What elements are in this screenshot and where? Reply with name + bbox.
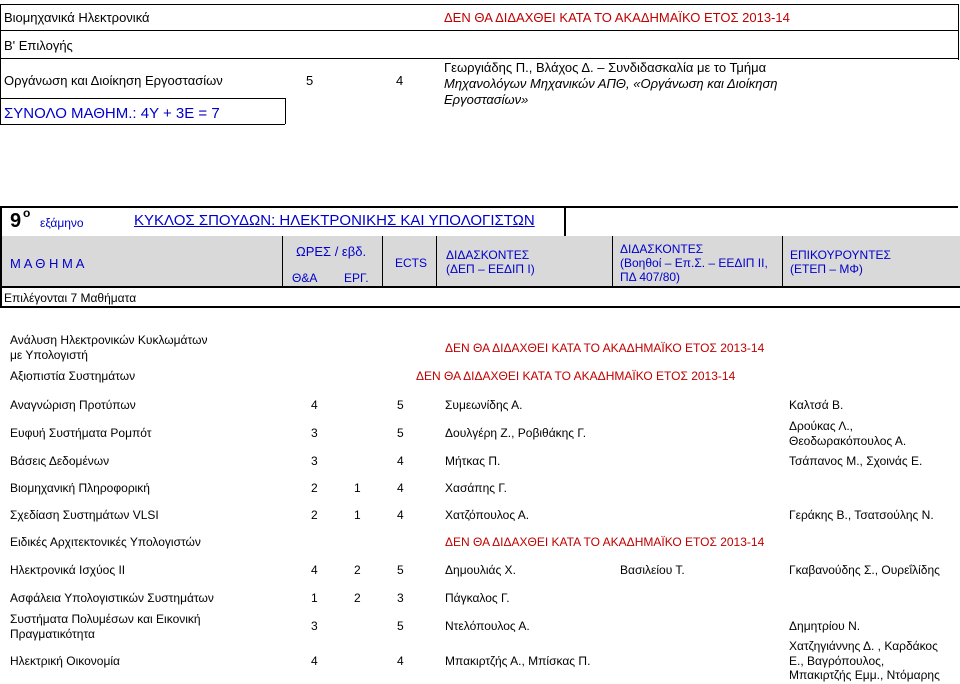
assistant: Ε., Βαγρόπουλος, [789, 654, 885, 668]
course-title: Ασφάλεια Υπολογιστικών Συστημάτων [10, 591, 214, 605]
rule [436, 236, 437, 288]
course-title: με Υπολογιστή [10, 348, 88, 362]
semester-word: εξάμηνο [40, 216, 84, 230]
assistant: Τσάπανος Μ., Σχοινάς Ε. [789, 454, 923, 468]
theory-hours: 1 [311, 591, 318, 605]
assistant: Μπακιρτζής Εμμ., Ντόμαρης [789, 668, 940, 682]
assistant: Γκαβανούδης Σ., Ουρεΐλίδης [789, 563, 940, 577]
assistant: Δημητρίου Ν. [789, 619, 861, 633]
teacher-assistant: Βασιλείου Τ. [620, 563, 685, 577]
course-title: Βιομηχανικά Ηλεκτρονικά [4, 10, 150, 25]
rule [0, 58, 958, 59]
teacher: Μπακιρτζής Α., Μπίσκας Π. [445, 654, 591, 668]
rule [562, 206, 958, 208]
teacher: Χατζόπουλος Α. [445, 508, 530, 522]
rule [0, 4, 1, 124]
teacher: Μήτκας Π. [445, 454, 501, 468]
theory-hours: 3 [311, 454, 318, 468]
semester-sup: ο [23, 206, 31, 220]
hours: 5 [306, 73, 314, 88]
ects: 5 [397, 426, 404, 440]
teachers-line3: Εργοστασίων» [444, 92, 529, 107]
course-title: Πραγματικότητα [10, 627, 95, 641]
semester-number: 9 [10, 210, 22, 232]
ects: 5 [397, 619, 404, 633]
col-teachers2-c: ΠΔ 407/80) [620, 270, 681, 284]
ects: 5 [397, 563, 404, 577]
course-title: Οργάνωση και Διοίκηση Εργοστασίων [4, 73, 223, 88]
course-title: Ηλεκτρική Οικονομία [10, 654, 120, 668]
theory-hours: 3 [311, 619, 318, 633]
rule [285, 98, 286, 124]
col-theory: Θ&Α [292, 271, 318, 285]
ects: 3 [397, 591, 404, 605]
col-teachers2-a: ΔΙΔΑΣΚΟΝΤΕΣ [620, 242, 704, 256]
theory-hours: 4 [311, 398, 318, 412]
not-taught-note: ΔΕΝ ΘΑ ΔΙΔΑΧΘΕΙ ΚΑΤΑ ΤΟ ΑΚΑΔΗΜΑΪΚΟ ΕΤΟΣ 2013-14 [445, 535, 765, 549]
ects: 4 [397, 454, 404, 468]
section-title: Β' Επιλογής [4, 38, 73, 53]
rule [382, 236, 383, 288]
ects: 4 [397, 481, 404, 495]
electives-row [0, 286, 960, 308]
teacher: Πάγκαλος Γ. [445, 591, 510, 605]
ects: 4 [396, 73, 404, 88]
col-teachers1-a: ΔΙΔΑΣΚΟΝΤΕΣ [446, 248, 530, 262]
theory-hours: 3 [311, 426, 318, 440]
theory-hours: 2 [311, 508, 318, 522]
theory-hours: 2 [311, 481, 318, 495]
not-taught-note: ΔΕΝ ΘΑ ΔΙΔΑΧΘΕΙ ΚΑΤΑ ΤΟ ΑΚΑΔΗΜΑΪΚΟ ΕΤΟΣ 2013-14 [416, 369, 736, 383]
theory-hours: 4 [311, 563, 318, 577]
col-assist-a: ΕΠΙΚΟΥΡΟΥΝΤΕΣ [790, 248, 891, 262]
rule [782, 236, 783, 288]
assistant: Καλτσά Β. [789, 398, 844, 412]
teachers-line1: Γεωργιάδης Π., Βλάχος Δ. – Συνδιδασκαλία με το Τμήμα [444, 60, 767, 75]
course-title: Συστήματα Πολυμέσων και Εικονική [10, 612, 201, 626]
course-title: Σχεδίαση Συστημάτων VLSI [10, 508, 159, 522]
assistant: Γεράκης Β., Τσατσούλης Ν. [789, 508, 934, 522]
col-course: Μ Α Θ Η Μ Α [10, 256, 85, 271]
rule [0, 4, 958, 5]
course-title: Βάσεις Δεδομένων [10, 454, 110, 468]
rule [958, 4, 959, 60]
assistant: Δρούκας Λ., [789, 419, 854, 433]
rule [0, 98, 285, 99]
lab-hours: 1 [354, 508, 361, 522]
teacher: Χασάπης Γ. [445, 481, 507, 495]
assistant: Θεοδωρακόπουλος Α. [789, 434, 907, 448]
course-title: Ηλεκτρονικά Ισχύος ΙΙ [10, 563, 126, 577]
rule [282, 236, 283, 288]
course-title: Ανάλυση Ηλεκτρονικών Κυκλωμάτων [10, 333, 208, 347]
teacher: Συμεωνίδης Α. [445, 398, 523, 412]
course-title: Ειδικές Αρχιτεκτονικές Υπολογιστών [10, 535, 201, 549]
course-title: Ευφυή Συστήματα Ρομπότ [10, 426, 152, 440]
not-taught-note: ΔΕΝ ΘΑ ΔΙΔΑΧΘΕΙ ΚΑΤΑ ΤΟ ΑΚΑΔΗΜΑΪΚΟ ΕΤΟΣ 2013-14 [445, 341, 765, 355]
lab-hours: 2 [354, 591, 361, 605]
lab-hours: 2 [354, 563, 361, 577]
teacher: Δημουλιάς Χ. [445, 563, 516, 577]
rule [0, 30, 958, 31]
teacher: Ντελόπουλος Α. [445, 619, 530, 633]
ects: 5 [397, 398, 404, 412]
cycle-title: ΚΥΚΛΟΣ ΣΠΟΥΔΩΝ: ΗΛΕΚΤΡΟΝΙΚΗΣ ΚΑΙ ΥΠΟΛΟΓΙΣΤΩΝ [134, 212, 535, 229]
theory-hours: 4 [311, 654, 318, 668]
assistant: Χατζηγιάννης Δ. , Καρδάκος [789, 639, 938, 653]
rule [612, 236, 613, 288]
course-title: Αξιοπιστία Συστημάτων [10, 369, 136, 383]
not-taught-note: ΔΕΝ ΘΑ ΔΙΔΑΧΘΕΙ ΚΑΤΑ ΤΟ ΑΚΑΔΗΜΑΪΚΟ ΕΤΟΣ 2013-14 [444, 10, 790, 25]
course-title: Βιομηχανική Πληροφορική [10, 481, 150, 495]
ects: 4 [397, 508, 404, 522]
ects: 4 [397, 654, 404, 668]
course-title: Αναγνώριση Προτύπων [10, 398, 136, 412]
teachers-line2: Μηχανολόγων Μηχανικών ΑΠΘ, «Οργάνωση και Διοίκηση [444, 76, 778, 91]
lab-hours: 1 [354, 481, 361, 495]
col-assist-b: (ΕΤΕΠ – ΜΦ) [790, 262, 863, 276]
col-teachers1-b: (ΔΕΠ – ΕΕΔΙΠ Ι) [446, 262, 535, 276]
col-hours: ΩΡΕΣ / εβδ. [296, 244, 367, 259]
rule [0, 124, 285, 125]
col-teachers2-b: (Βοηθοί – Επ.Σ. – ΕΕΔΙΠ ΙΙ, [620, 256, 768, 270]
electives-label: Επιλέγονται 7 Μαθήματα [4, 291, 137, 305]
col-ects: ECTS [395, 256, 428, 270]
total-courses: ΣΥΝΟΛΟ ΜΑΘΗΜ.: 4Υ + 3Ε = 7 [4, 105, 220, 122]
col-lab: ΕΡΓ. [344, 271, 369, 285]
teacher: Δουλγέρη Ζ., Ροβιθάκης Γ. [445, 426, 587, 440]
